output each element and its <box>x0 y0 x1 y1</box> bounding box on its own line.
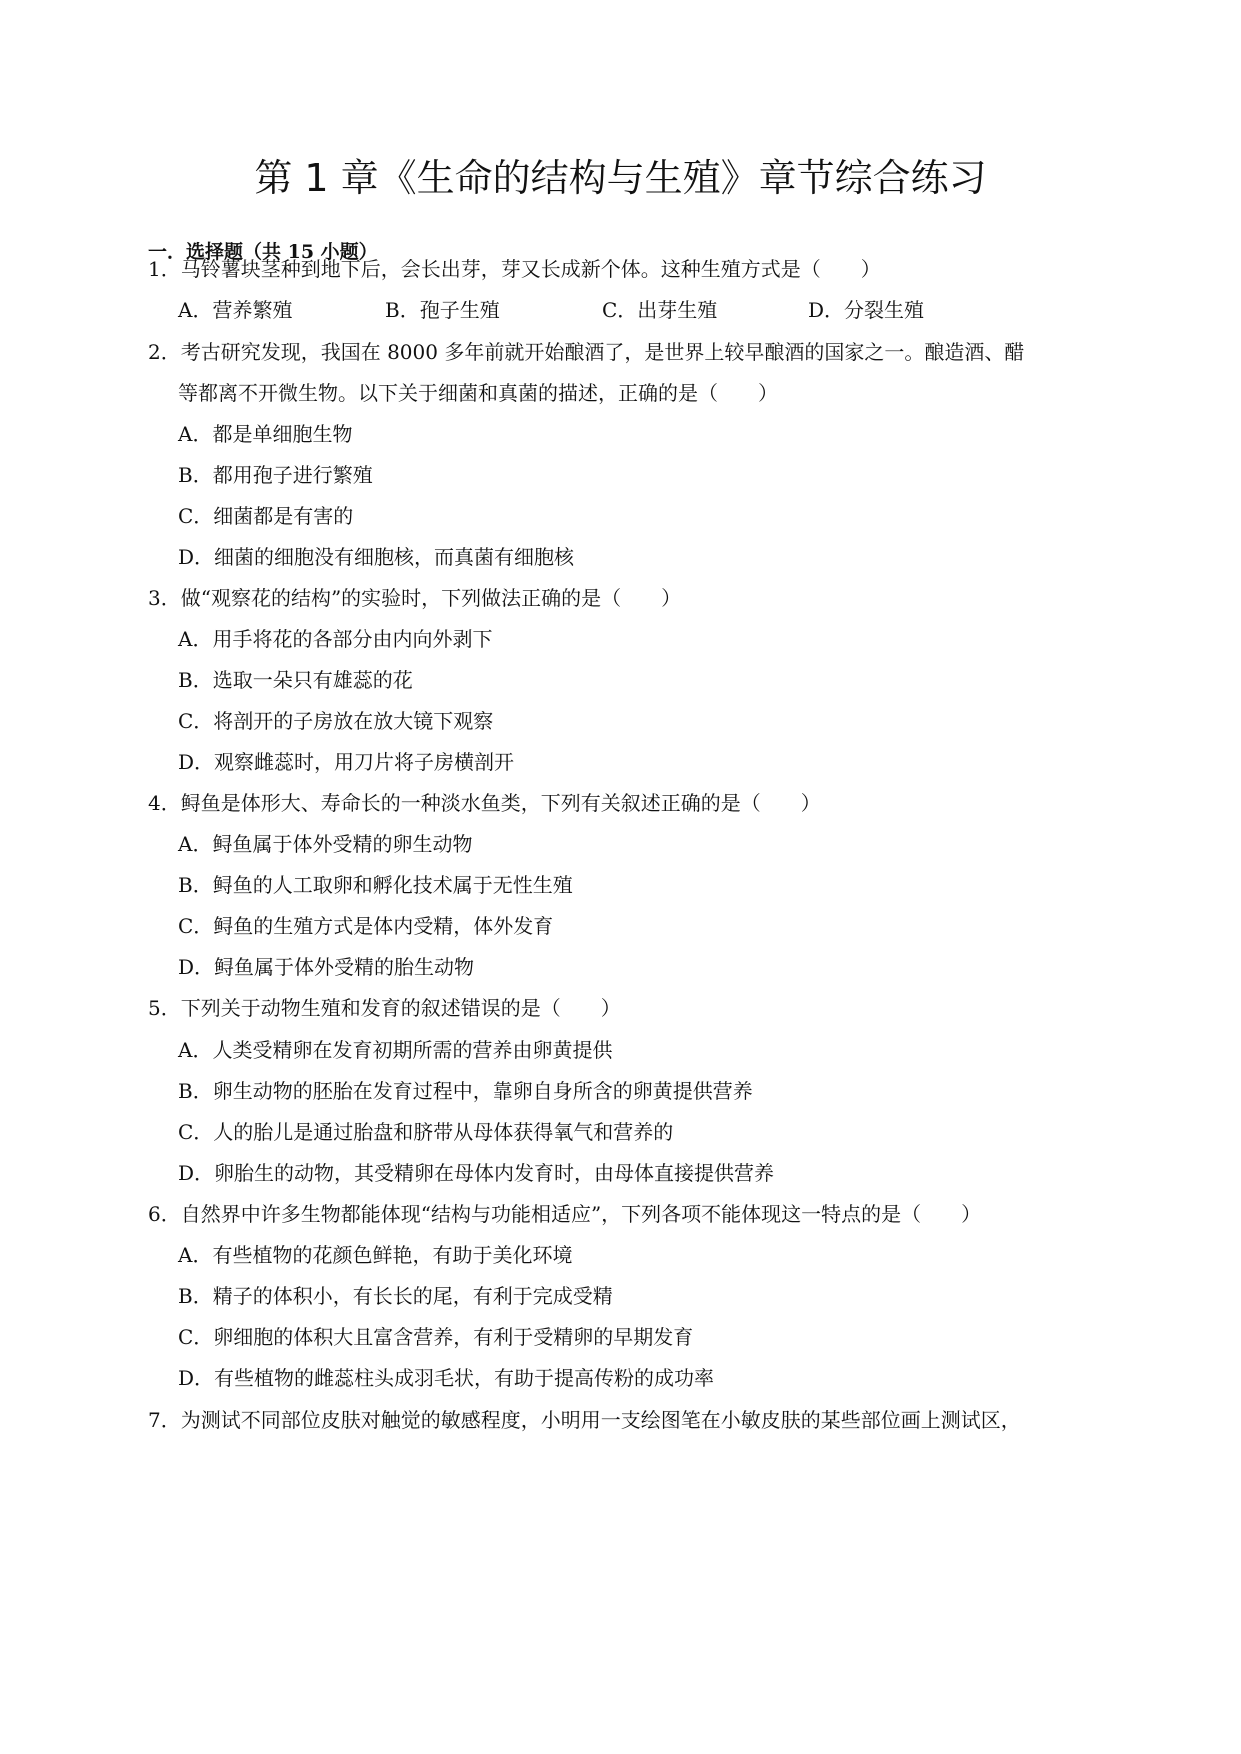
question-2-option-d: D．细菌的细胞没有细胞核，而真菌有细胞核 <box>178 545 575 569</box>
question-4-option-b: B．鲟鱼的人工取卵和孵化技术属于无性生殖 <box>178 873 573 897</box>
section-heading: 一．选择题（共 15 小题） <box>148 241 378 263</box>
question-1-stem: 1．马铃薯块茎种到地下后，会长出芽，芽又长成新个体。这种生殖方式是（ ） <box>148 257 881 281</box>
question-4-option-a: A．鲟鱼属于体外受精的卵生动物 <box>178 832 473 856</box>
question-2-option-a: A．都是单细胞生物 <box>178 422 353 446</box>
question-5-option-b: B．卵生动物的胚胎在发育过程中，靠卵自身所含的卵黄提供营养 <box>178 1079 753 1103</box>
question-2-stem-continued: 等都离不开微生物。以下关于细菌和真菌的描述，正确的是（ ） <box>178 381 778 405</box>
question-5-stem: 5．下列关于动物生殖和发育的叙述错误的是（ ） <box>148 996 621 1020</box>
question-1-option-b: B．孢子生殖 <box>385 298 500 322</box>
question-7-stem: 7．为测试不同部位皮肤对触觉的敏感程度，小明用一支绘图笔在小敏皮肤的某些部位画上测试区， <box>148 1408 1021 1432</box>
question-6-stem: 6．自然界中许多生物都能体现“结构与功能相适应”，下列各项不能体现这一特点的是（ ） <box>148 1202 982 1226</box>
question-1-option-a: A．营养繁殖 <box>178 298 293 322</box>
question-4-option-d: D．鲟鱼属于体外受精的胎生动物 <box>178 955 475 979</box>
question-1-option-d: D．分裂生殖 <box>808 298 925 322</box>
question-3-option-a: A．用手将花的各部分由内向外剥下 <box>178 627 493 651</box>
question-2-option-b: B．都用孢子进行繁殖 <box>178 463 373 487</box>
question-6-option-a: A．有些植物的花颜色鲜艳，有助于美化环境 <box>178 1243 573 1267</box>
question-4-option-c: C．鲟鱼的生殖方式是体内受精，体外发育 <box>178 914 554 938</box>
question-6-option-d: D．有些植物的雌蕊柱头成羽毛状，有助于提高传粉的成功率 <box>178 1366 715 1390</box>
question-4-stem: 4．鲟鱼是体形大、寿命长的一种淡水鱼类，下列有关叙述正确的是（ ） <box>148 791 821 815</box>
question-3-option-b: B．选取一朵只有雄蕊的花 <box>178 668 413 692</box>
question-6-option-c: C．卵细胞的体积大且富含营养，有利于受精卵的早期发育 <box>178 1325 694 1349</box>
question-3-stem: 3．做“观察花的结构”的实验时，下列做法正确的是（ ） <box>148 586 682 610</box>
question-3-option-d: D．观察雌蕊时，用刀片将子房横剖开 <box>178 750 515 774</box>
question-3-option-c: C．将剖开的子房放在放大镜下观察 <box>178 709 494 733</box>
question-5-option-c: C．人的胎儿是通过胎盘和脐带从母体获得氧气和营养的 <box>178 1120 674 1144</box>
question-2-stem: 2．考古研究发现，我国在 8000 多年前就开始酿酒了，是世界上较早酿酒的国家之一。酿造酒、醋 <box>148 340 1025 364</box>
question-2-option-c: C．细菌都是有害的 <box>178 504 354 528</box>
page-title: 第 1 章《生命的结构与生殖》章节综合练习 <box>254 156 987 200</box>
question-1-option-c: C．出芽生殖 <box>602 298 718 322</box>
question-6-option-b: B．精子的体积小，有长长的尾，有利于完成受精 <box>178 1284 613 1308</box>
question-5-option-a: A．人类受精卵在发育初期所需的营养由卵黄提供 <box>178 1038 613 1062</box>
question-5-option-d: D．卵胎生的动物，其受精卵在母体内发育时，由母体直接提供营养 <box>178 1161 775 1185</box>
